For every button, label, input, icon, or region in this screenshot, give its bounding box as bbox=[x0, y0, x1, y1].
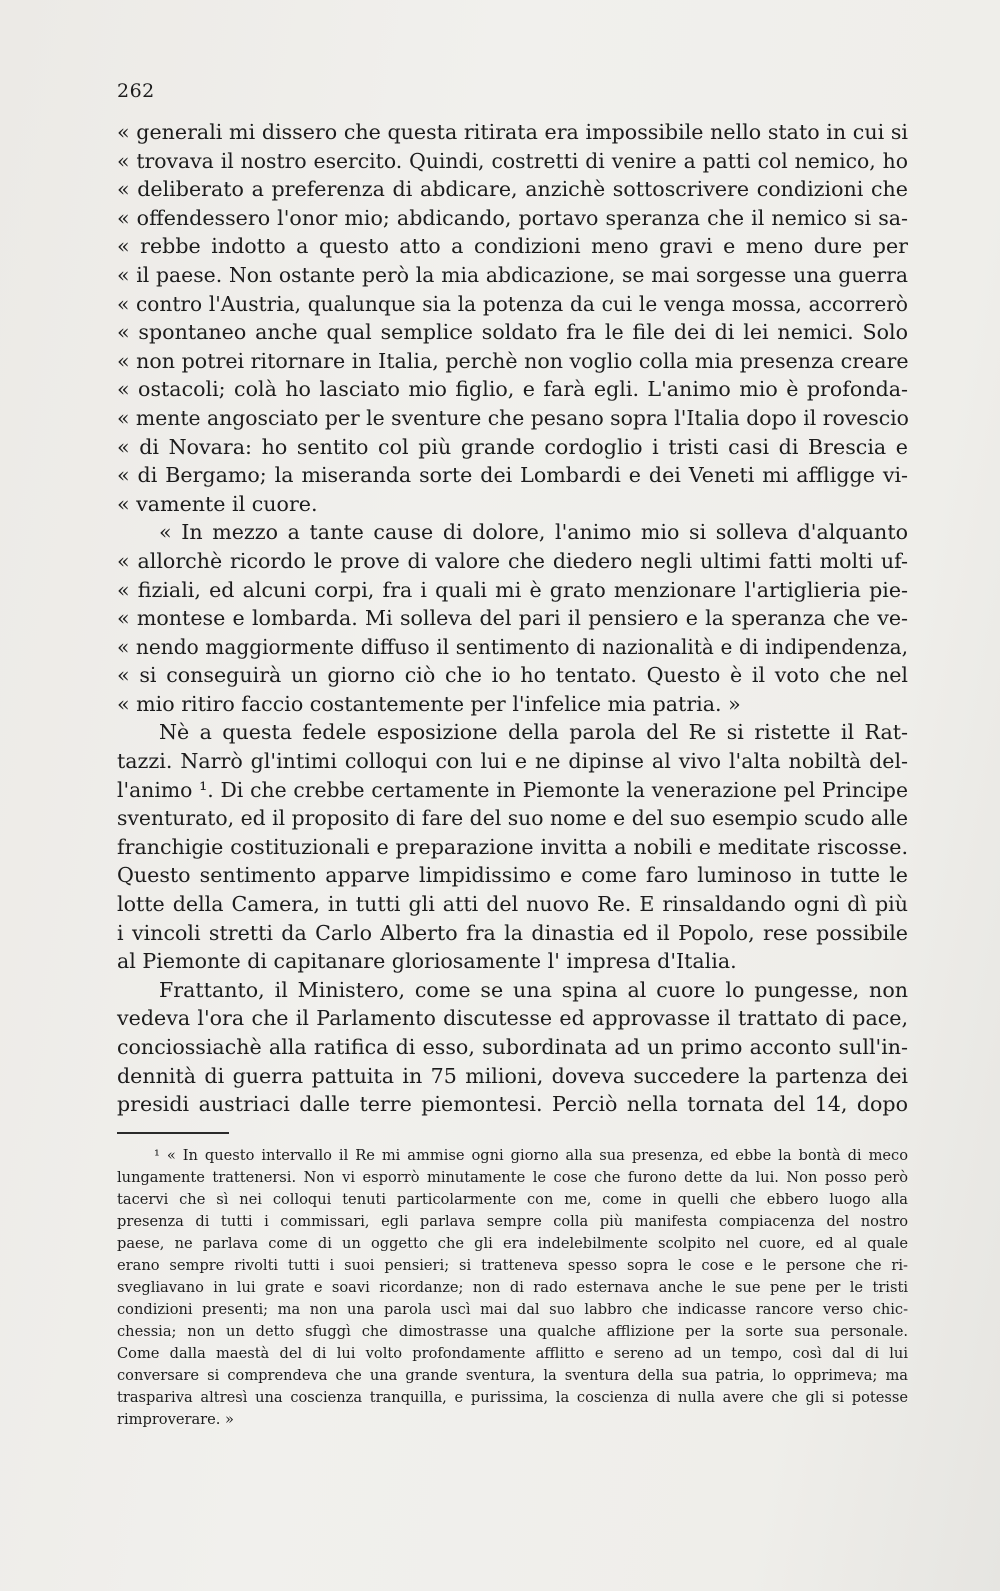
body-line: « vamente il cuore. bbox=[117, 491, 318, 516]
body-line: « allorchè ricordo le prove di valore che diedero negli ultimi fatti molti uf- bbox=[117, 548, 908, 573]
body-line: « rebbe indotto a questo atto a condizioni meno gravi e meno dure per bbox=[117, 234, 908, 259]
body-line: presidi austriaci dalle terre piemontesi. Perciò nella tornata del 14, dopo bbox=[117, 1092, 908, 1117]
body-line: « mio ritiro faccio costantemente per l'infelice mia patria. » bbox=[117, 691, 741, 716]
footnote-line: ¹ « In questo intervallo il Re mi ammise ogni giorno alla sua presenza, ed ebbe la bontà di meco bbox=[154, 1147, 908, 1164]
page-number: 262 bbox=[117, 80, 155, 102]
body-line: vedeva l'ora che il Parlamento discutesse ed approvasse il trattato di pace, bbox=[117, 1006, 908, 1031]
footnote-line: traspariva altresì una coscienza tranquilla, e purissima, la coscienza di nulla avere che gli si potesse bbox=[117, 1389, 908, 1406]
footnote-line: paese, ne parlava come di un oggetto che gli era indelebilmente scolpito nel cuore, ed al quale bbox=[117, 1235, 908, 1252]
body-line: « generali mi dissero che questa ritirata era impossibile nello stato in cui si bbox=[117, 120, 908, 144]
footnote-line: chessia; non un detto sfuggì che dimostrasse una qualche afflizione per la sorte sua personale. bbox=[117, 1323, 908, 1340]
body-line: « si conseguirà un giorno ciò che io ho tentato. Questo è il voto che nel bbox=[117, 663, 908, 688]
body-line: « di Novara: ho sentito col più grande cordoglio i tristi casi di Brescia e bbox=[117, 434, 908, 459]
body-line: « offendessero l'onor mio; abdicando, portavo speranza che il nemico si sa- bbox=[117, 205, 908, 230]
body-line: al Piemonte di capitanare gloriosamente l' impresa d'Italia. bbox=[117, 949, 737, 974]
body-line: i vincoli stretti da Carlo Alberto fra la dinastia ed il Popolo, rese possibile bbox=[117, 920, 908, 945]
body-line: « non potrei ritornare in Italia, perchè non voglio colla mia presenza creare bbox=[117, 348, 909, 373]
body-line: sventurato, ed il proposito di fare del suo nome e del suo esempio scudo alle bbox=[117, 806, 908, 831]
footnote-line: svegliavano in lui grate e soavi ricordanze; non di rado esternava anche le sue pene per le tristi bbox=[117, 1279, 908, 1296]
body-line: « fiziali, ed alcuni corpi, fra i quali mi è grato menzionare l'artiglieria pie- bbox=[117, 577, 908, 602]
body-line: « il paese. Non ostante però la mia abdicazione, se mai sorgesse una guerra bbox=[117, 262, 908, 287]
body-line: « trovava il nostro esercito. Quindi, costretti di venire a patti col nemico, ho bbox=[117, 148, 908, 173]
body-line: Questo sentimento apparve limpidissimo e come faro luminoso in tutte le bbox=[117, 863, 908, 888]
body-line: « mente angosciato per le sventure che pesano sopra l'Italia dopo il rovescio bbox=[117, 405, 909, 430]
body-line: « In mezzo a tante cause di dolore, l'animo mio si solleva d'alquanto bbox=[159, 520, 908, 545]
body-line: dennità di guerra pattuita in 75 milioni, doveva succedere la partenza dei bbox=[117, 1063, 908, 1088]
body-line: « spontaneo anche qual semplice soldato fra le file dei di lei nemici. Solo bbox=[117, 320, 908, 345]
body-line: tazzi. Narrò gl'intimi colloqui con lui e ne dipinse al vivo l'alta nobiltà del- bbox=[117, 749, 908, 774]
footnote-line: conversare si comprendeva che una grande sventura, la sventura della sua patria, lo opprimeva; ma bbox=[117, 1367, 908, 1384]
footnote-line: Come dalla maestà del di lui volto profondamente afflitto e sereno ad un tempo, così dal di lui bbox=[117, 1345, 908, 1362]
body-line: conciossiachè alla ratifica di esso, subordinata ad un primo acconto sull'in- bbox=[117, 1035, 908, 1059]
footnote-line: presenza di tutti i commissari, egli parlava sempre colla più manifesta compiacenza del nostro bbox=[117, 1213, 908, 1230]
body-line: « montese e lombarda. Mi solleva del pari il pensiero e la speranza che ve- bbox=[117, 606, 908, 631]
body-line: Nè a questa fedele esposizione della parola del Re si ristette il Rat- bbox=[159, 720, 908, 745]
body-line: « ostacoli; colà ho lasciato mio figlio, e farà egli. L'animo mio è profonda- bbox=[117, 377, 908, 402]
footnote-line: tacervi che sì nei colloqui tenuti particolarmente con me, come in quelli che ebbero luogo alla bbox=[117, 1191, 908, 1208]
footnote-divider bbox=[117, 1132, 229, 1134]
footnote bbox=[117, 1145, 908, 1431]
body-line: franchigie costituzionali e preparazione invitta a nobili e meditate riscosse. bbox=[117, 834, 908, 859]
footnote-line: rimproverare. » bbox=[117, 1411, 234, 1428]
body-text bbox=[117, 118, 908, 1119]
body-line: « deliberato a preferenza di abdicare, anzichè sottoscrivere condizioni che bbox=[117, 177, 908, 202]
body-line: « di Bergamo; la miseranda sorte dei Lombardi e dei Veneti mi affligge vi- bbox=[117, 463, 908, 488]
body-line: lotte della Camera, in tutti gli atti del nuovo Re. E rinsaldando ogni dì più bbox=[117, 892, 908, 917]
body-line: Frattanto, il Ministero, come se una spina al cuore lo pungesse, non bbox=[159, 977, 908, 1002]
footnote-line: condizioni presenti; ma non una parola uscì mai dal suo labbro che indicasse rancore verso chic- bbox=[117, 1301, 908, 1318]
footnote-line: lungamente trattenersi. Non vi esporrò minutamente le cose che furono dette da lui. Non posso però bbox=[117, 1169, 908, 1186]
footnote-line: erano sempre rivolti tutti i suoi pensieri; si tratteneva spesso sopra le cose e le persone che ri- bbox=[117, 1257, 908, 1274]
body-line: « contro l'Austria, qualunque sia la potenza da cui le venga mossa, accorrerò bbox=[117, 291, 908, 316]
body-line: « nendo maggiormente diffuso il sentimento di nazionalità e di indipendenza, bbox=[117, 634, 908, 659]
body-line: l'animo ¹. Di che crebbe certamente in Piemonte la venerazione pel Principe bbox=[117, 777, 908, 802]
